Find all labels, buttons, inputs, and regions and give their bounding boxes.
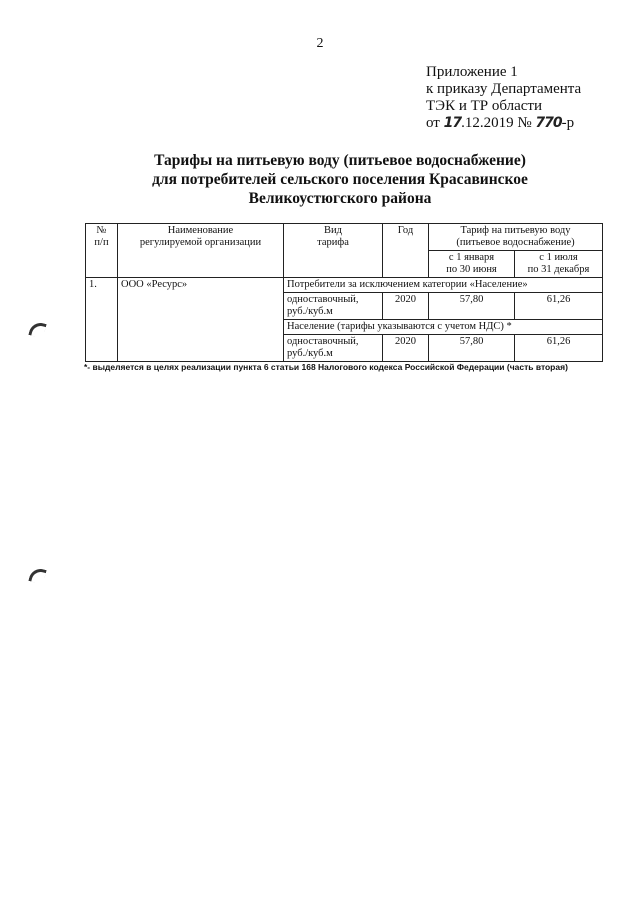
page-number: 2 bbox=[316, 36, 324, 51]
footnote: *- выделяется в целях реализации пункта 6 статьи 168 Налогового кодекса Российской Федерации (часть вторая) bbox=[84, 362, 568, 372]
tariff-year: 2020 bbox=[383, 293, 429, 320]
handwritten-order-number: 770 bbox=[535, 115, 562, 131]
header-tariff-type: Вид тарифа bbox=[284, 224, 383, 278]
tariff-value-period-1: 57,80 bbox=[429, 335, 515, 362]
organization-name: ООО «Ресурс» bbox=[118, 278, 284, 362]
tariff-value-period-1: 57,80 bbox=[429, 293, 515, 320]
header-period-2: с 1 июля по 31 декабря bbox=[515, 251, 603, 278]
title-line-1: Тарифы на питьевую воду (питьевое водоснабжение) bbox=[154, 152, 526, 169]
row-number: 1. bbox=[86, 278, 118, 362]
tariff-value-period-2: 61,26 bbox=[515, 335, 603, 362]
appendix-line-1: Приложение 1 bbox=[426, 64, 518, 80]
appendix-line-3: ТЭК и ТР области bbox=[426, 98, 542, 114]
group-label-population: Население (тарифы указываются с учетом НДС) * bbox=[284, 320, 603, 335]
handwritten-day: 17 bbox=[443, 115, 462, 131]
punch-hole-mark bbox=[28, 320, 46, 338]
table-row bbox=[86, 278, 603, 293]
header-year: Год bbox=[383, 224, 429, 278]
date-rest: .12.2019 № bbox=[461, 115, 532, 131]
appendix-date-line bbox=[426, 115, 581, 132]
tariff-table bbox=[85, 223, 603, 362]
title-line-3: Великоустюгского района bbox=[248, 190, 432, 207]
appendix-line-2: к приказу Департамента bbox=[426, 81, 582, 97]
table-header-row bbox=[86, 224, 603, 251]
order-suffix: -р bbox=[561, 115, 575, 131]
header-organization: Наименование регулируемой организации bbox=[118, 224, 284, 278]
document-title bbox=[0, 151, 640, 208]
header-tariff: Тариф на питьевую воду (питьевое водоснабжение) bbox=[429, 224, 603, 251]
tariff-type: одноставочный, руб./куб.м bbox=[284, 335, 383, 362]
group-label-consumers: Потребители за исключением категории «Население» bbox=[284, 278, 603, 293]
punch-hole-mark bbox=[28, 566, 46, 584]
header-number: № п/п bbox=[86, 224, 118, 278]
tariff-year: 2020 bbox=[383, 335, 429, 362]
date-prefix: от bbox=[426, 115, 440, 131]
appendix-header bbox=[426, 64, 581, 132]
header-period-1: с 1 января по 30 июня bbox=[429, 251, 515, 278]
tariff-type: одноставочный, руб./куб.м bbox=[284, 293, 383, 320]
tariff-value-period-2: 61,26 bbox=[515, 293, 603, 320]
title-line-2: для потребителей сельского поселения Красавинское bbox=[152, 171, 528, 188]
